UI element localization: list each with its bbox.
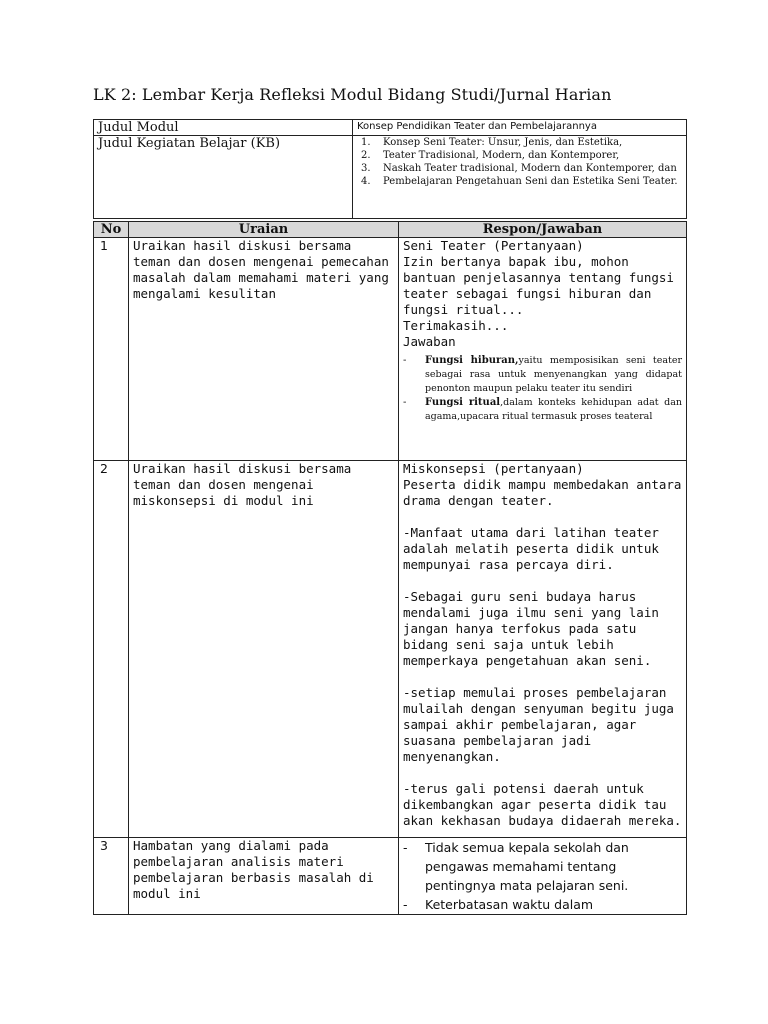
- answer-label: Jawaban: [403, 334, 456, 349]
- header-respon: Respon/Jawaban: [399, 222, 687, 238]
- judul-modul-label: Judul Modul: [94, 120, 353, 136]
- response-paragraph: -setiap memulai proses pembelajaran mulailah dengan senyuman begitu juga sampai akhir pembelajaran, agar suasana pembelajaran jadi menyenangkan.: [403, 685, 674, 764]
- row-uraian: Uraikan hasil diskusi bersama teman dan dosen mengenai pemecahan masalah dalam memahami materi yang mengalami kesulitan: [129, 238, 399, 461]
- response-paragraph: -Sebagai guru seni budaya harus mendalami juga ilmu seni yang lain jangan hanya terfokus pada satu bidang seni saja untuk lebih memperkaya pengetahuan akan seni.: [403, 589, 659, 668]
- row-number: 2: [94, 461, 129, 838]
- row-uraian: Uraikan hasil diskusi bersama teman dan dosen mengenai miskonsepsi di modul ini: [129, 461, 399, 838]
- row-number: 1: [94, 238, 129, 461]
- row-response: [399, 461, 687, 838]
- answer-item: - Fungsi hiburan,yaitu memposisikan seni teater sebagai rasa untuk menyenangkan yang didapat penonton maupun pelaku teater itu sendiri: [403, 355, 682, 394]
- kb-item: 2. Teater Tradisional, Modern, dan Kontemporer,: [361, 150, 620, 161]
- obstacle-item: - Keterbatasan waktu dalam: [403, 897, 594, 912]
- row-number: 3: [94, 838, 129, 915]
- question-title: Seni Teater (Pertanyaan): [403, 238, 584, 253]
- row-response: [399, 238, 687, 461]
- module-info-table: [93, 119, 687, 219]
- row-response: [399, 838, 687, 915]
- table-header-row: [94, 222, 687, 238]
- kb-row: [94, 136, 687, 219]
- header-no: No: [94, 222, 129, 238]
- row-uraian: Hambatan yang dialami pada pembelajaran analisis materi pembelajaran berbasis masalah di modul ini: [129, 838, 399, 915]
- kb-item: 1. Konsep Seni Teater: Unsur, Jenis, dan Estetika,: [361, 137, 623, 148]
- table-row: [94, 238, 687, 461]
- document-title: LK 2: Lembar Kerja Refleksi Modul Bidang Studi/Jurnal Harian: [93, 85, 612, 104]
- kb-list: [357, 136, 682, 188]
- judul-modul-value: Konsep Pendidikan Teater dan Pembelajarannya: [353, 120, 687, 136]
- kb-item: 4. Pembelajaran Pengetahuan Seni dan Estetika Seni Teater.: [361, 176, 678, 187]
- thanks-text: Terimakasih...: [403, 318, 509, 333]
- reflection-table: [93, 221, 687, 915]
- response-paragraph: -terus gali potensi daerah untuk dikembangkan agar peserta didik tau akan kekhasan budaya didaerah mereka.: [403, 781, 682, 828]
- response-paragraph: Peserta didik mampu membedakan antara drama dengan teater.: [403, 477, 682, 508]
- question-body: Izin bertanya bapak ibu, mohon bantuan penjelasannya tentang fungsi teater sebagai fungsi hiburan dan fungsi ritual...: [403, 254, 674, 317]
- kb-item: 3. Naskah Teater tradisional, Modern dan Kontemporer, dan: [361, 163, 677, 174]
- obstacle-item: - Tidak semua kepala sekolah dan pengawas memahami tentang pentingnya mata pelajaran seni.: [403, 840, 629, 893]
- answer-item: - Fungsi ritual,dalam konteks kehidupan adat dan agama,upacara ritual termasuk proses teateral: [403, 397, 682, 422]
- response-paragraph: -Manfaat utama dari latihan teater adalah melatih peserta didik untuk mempunyai rasa percaya diri.: [403, 525, 659, 572]
- table-row: [94, 461, 687, 838]
- header-uraian: Uraian: [129, 222, 399, 238]
- kb-label: Judul Kegiatan Belajar (KB): [94, 136, 353, 219]
- kb-list-cell: [353, 136, 687, 219]
- module-title-row: [94, 120, 687, 136]
- misconception-title: Miskonsepsi (pertanyaan): [403, 461, 584, 476]
- table-row: [94, 838, 687, 915]
